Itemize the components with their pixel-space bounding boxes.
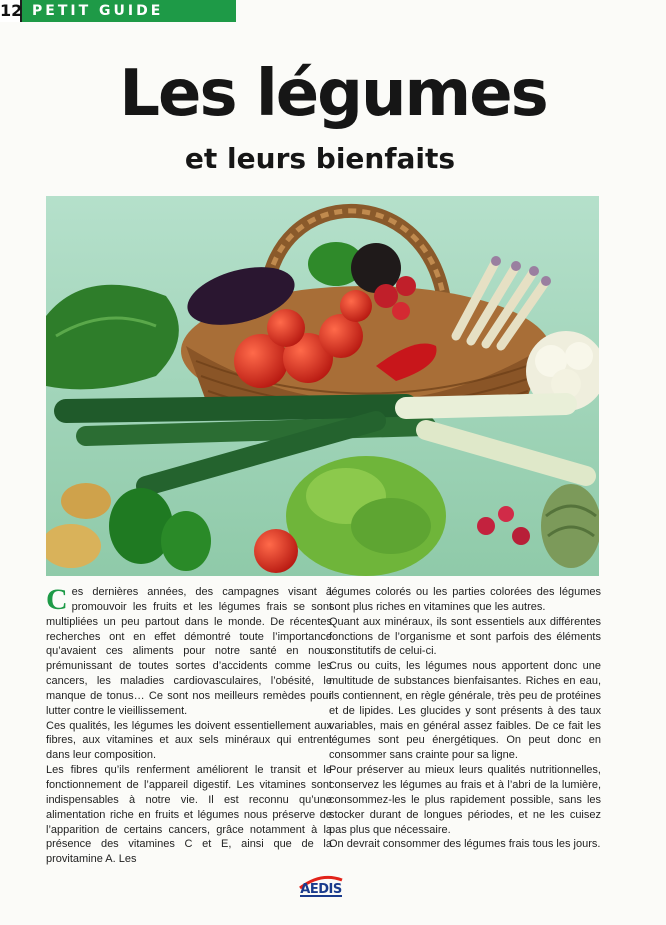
vegetable-basket-photo bbox=[46, 196, 599, 576]
body-paragraph: Quant aux minéraux, ils sont essentiels aux différentes fonctions de l’organisme et sont parfois des éléments constitutifs de celui-ci. bbox=[329, 615, 601, 658]
page-subtitle: et leurs bienfaits bbox=[184, 142, 456, 175]
page-title: Les légumes bbox=[119, 57, 547, 131]
vegetable-basket-illustration bbox=[46, 196, 599, 576]
dropcap: C bbox=[46, 583, 68, 616]
body-text: es dernières années, des campagnes visant à promouvoir les fruits et les légumes frais se sont multipliées un peu partout dans le monde. De récentes recherches ont en effet démontré toute l’importance qu’avaient ces aliments pour notre santé en nous prémunissant de toutes sortes d’accidents comme les cancers, les maladies cardiovasculaires, l’obésité, le manque de tonus… Ce sont nos meilleurs remèdes pour lutter contre le vieillissement. bbox=[46, 586, 332, 717]
body-paragraph: On devrait consommer des légumes frais tous les jours. bbox=[329, 838, 601, 851]
body-column-right bbox=[329, 585, 601, 852]
body-paragraph: Les fibres qu’ils renferment améliorent le transit et le fonctionnement de l’appareil digestif. Les vitamines sont indispensables à notre vie. Il est reconnu qu’une alimentation riche en fruits et légumes nous préserve de l’apparition de certains cancers, grâce notamment à la présence des vitamines C et E, ainsi que de la provitamine A. Les bbox=[46, 764, 332, 866]
body-paragraph: Pour préserver au mieux leurs qualités nutritionnelles, conservez les légumes au frais et à l’abri de la lumière, consommez-les le plus rapidement possible, sans les stocker durant de longues périodes, et ne les cuisez pas plus que nécessaire. bbox=[329, 764, 601, 836]
logo-text: AEDIS bbox=[300, 882, 342, 897]
body-paragraph: Ces qualités, les légumes les doivent essentiellement aux fibres, aux vitamines et aux sels minéraux qui entrent dans leur composition. bbox=[46, 719, 332, 762]
body-paragraph bbox=[46, 585, 332, 719]
aedis-logo bbox=[296, 874, 346, 900]
body-paragraph: Crus ou cuits, les légumes nous apportent donc une multitude de substances bienfaisantes. Riches en eau, ils contiennent, en règle générale, très peu de protéines et de lipides. Les glucides y sont présents à des taux variables, mais en général assez faibles. De ce fait les légumes sont peu énergétiques. On peut donc en consommer sans crainte pour sa ligne. bbox=[329, 660, 601, 762]
guide-label: PETIT GUIDE bbox=[32, 3, 164, 19]
body-paragraph: légumes colorés ou les parties colorées des légumes sont plus riches en vitamines que les autres. bbox=[329, 586, 601, 613]
body-column-left bbox=[46, 585, 332, 867]
page-number: 12 bbox=[0, 1, 23, 20]
